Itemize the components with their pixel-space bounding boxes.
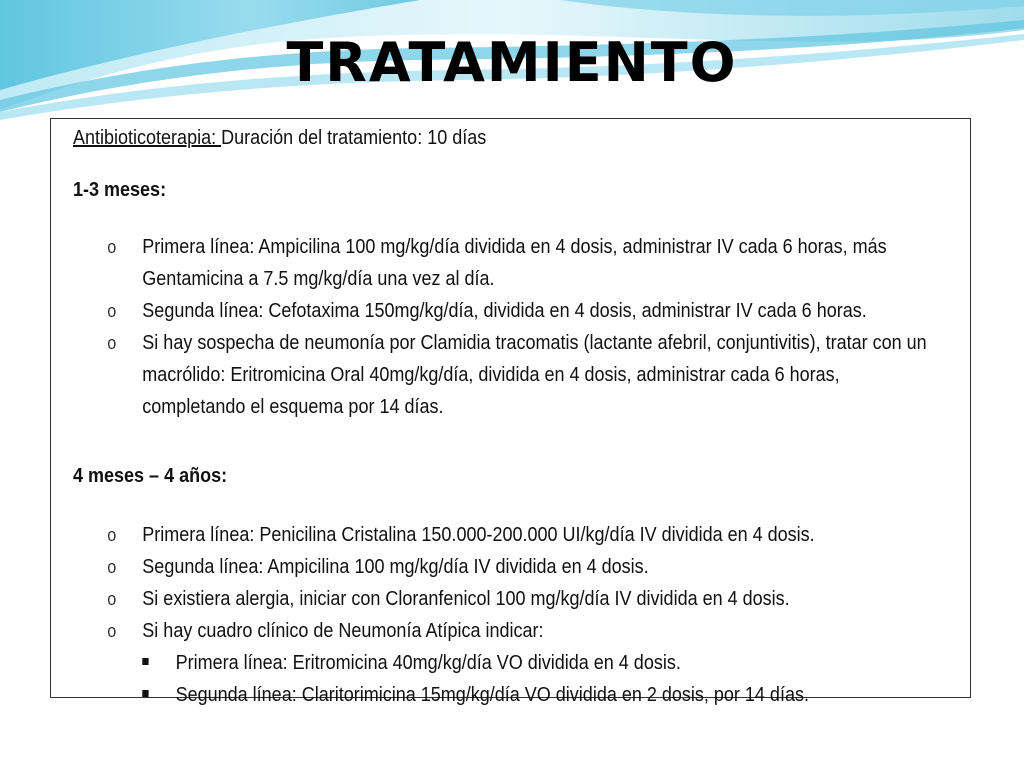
list-item: o Segunda línea: Ampicilina 100 mg/kg/día IV dividida en 4 dosis. [73, 551, 964, 583]
section2-list [73, 519, 964, 711]
list-item: o Si existiera alergia, iniciar con Cloranfenicol 100 mg/kg/día IV dividida en 4 dosis. [73, 583, 964, 615]
circle-bullet-icon: o [107, 333, 117, 353]
list-item: o Si hay cuadro clínico de Neumonía Atípica indicar: Primera línea: Eritromicina 40mg/kg/día VO dividida en 4 dosis. Segunda línea: Claritorimicina 15mg/kg/día VO dividida en 2 dosis, por 14 días. [73, 615, 964, 711]
square-bullet-icon [142, 690, 148, 697]
circle-bullet-icon: o [107, 301, 117, 321]
treatment-content-box [50, 118, 971, 706]
circle-bullet-icon: o [107, 621, 117, 641]
intro-lead: Antibioticoterapia: [73, 127, 222, 149]
circle-bullet-icon: o [107, 237, 117, 257]
atypical-pneumonia-sublist [142, 647, 964, 711]
sub-list-item: Primera línea: Eritromicina 40mg/kg/día VO dividida en 4 dosis. [142, 647, 964, 679]
circle-bullet-icon: o [107, 525, 117, 545]
sub-list-item: Segunda línea: Claritorimicina 15mg/kg/día VO dividida en 2 dosis, por 14 días. [142, 679, 964, 711]
intro-line [73, 125, 964, 151]
list-item: o Si hay sospecha de neumonía por Clamidia tracomatis (lactante afebril, conjuntivitis), tratar con un macrólido: Eritromicina Oral 40mg/kg/día, dividida en 4 dosis, administrar cada 6 horas, completando el esquema por 14 días. [73, 327, 964, 423]
circle-bullet-icon: o [107, 589, 117, 609]
section-heading-4-meses-4-anos: 4 meses – 4 años: [73, 465, 228, 487]
treatment-content [73, 125, 964, 711]
list-item: o Primera línea: Ampicilina 100 mg/kg/día dividida en 4 dosis, administrar IV cada 6 horas, más Gentamicina a 7.5 mg/kg/día una vez al día. [73, 231, 964, 295]
slide-title: TRATAMIENTO [286, 31, 738, 94]
section-heading-1-3-meses: 1-3 meses: [73, 179, 167, 201]
intro-text: Duración del tratamiento: 10 días [221, 127, 487, 149]
section1-list [73, 231, 964, 423]
circle-bullet-icon: o [107, 557, 117, 577]
list-item: o Primera línea: Penicilina Cristalina 150.000-200.000 UI/kg/día IV dividida en 4 dosis. [73, 519, 964, 551]
square-bullet-icon [142, 658, 148, 665]
list-item: o Segunda línea: Cefotaxima 150mg/kg/día, dividida en 4 dosis, administrar IV cada 6 horas. [73, 295, 964, 327]
